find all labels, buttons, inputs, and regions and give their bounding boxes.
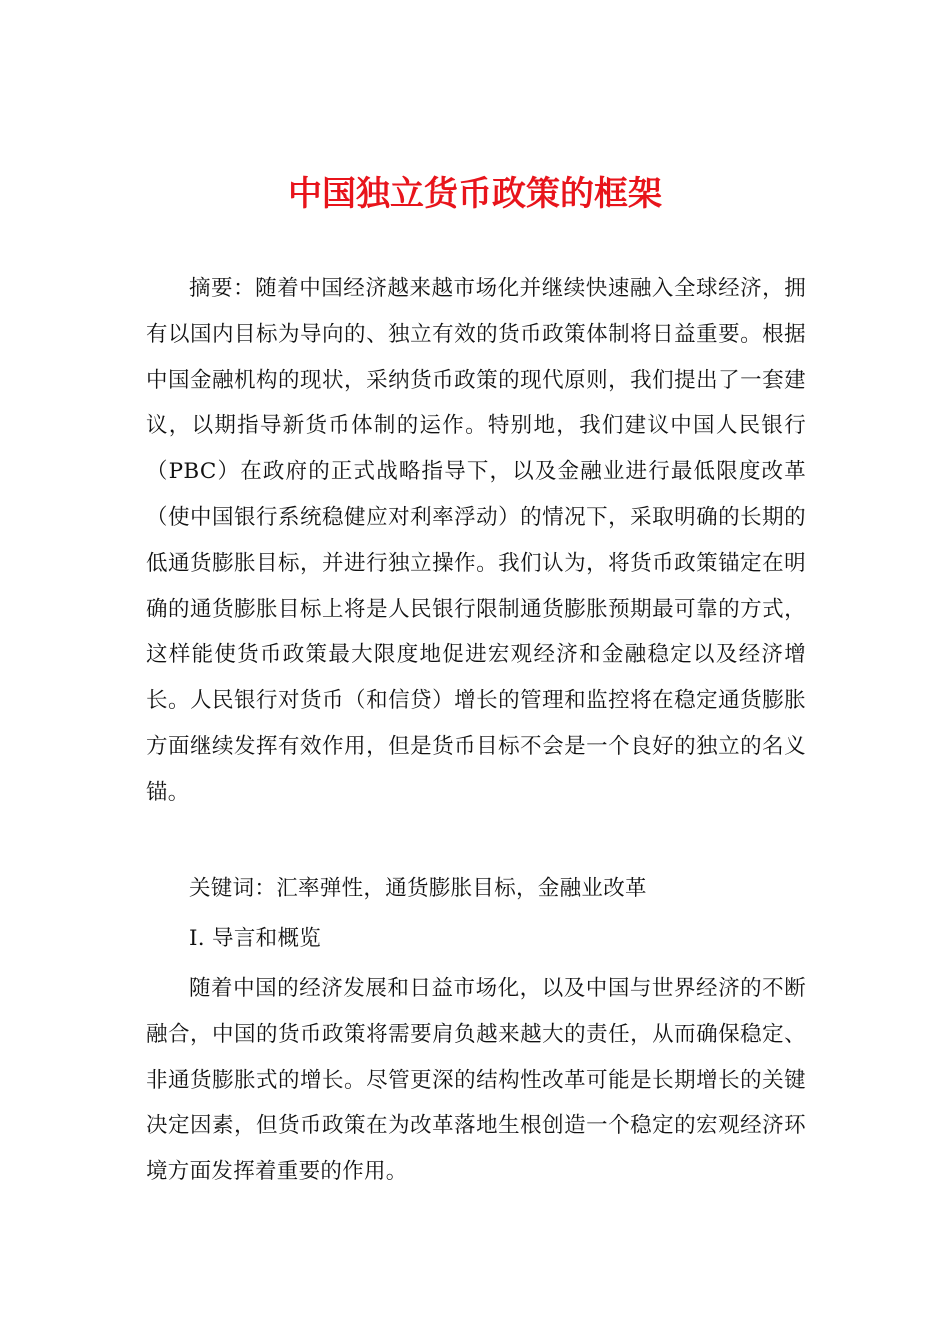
- abstract-paragraph: 摘要：随着中国经济越来越市场化并继续快速融入全球经济，拥有以国内目标为导向的、独立有效的货币政策体制将日益重要。根据中国金融机构的现状，采纳货币政策的现代原则，我们提出了一套建议，以期指导新货币体制的运作。特别地，我们建议中国人民银行（PBC）在政府的正式战略指导下，以及金融业进行最低限度改革（使中国银行系统稳健应对利率浮动）的情况下，采取明确的长期的低通货膨胀目标，并进行独立操作。我们认为，将货币政策锚定在明确的通货膨胀目标上将是人民银行限制通货膨胀预期最可靠的方式，这样能使货币政策最大限度地促进宏观经济和金融稳定以及经济增长。人民银行对货币（和信贷）增长的管理和监控将在稳定通货膨胀方面继续发挥有效作用，但是货币目标不会是一个良好的独立的名义锚。: [146, 276, 806, 805]
- section-heading: Ⅰ. 导言和概览: [189, 926, 322, 951]
- document-title: 中国独立货币政策的框架: [288, 174, 662, 214]
- intro-paragraph: 随着中国的经济发展和日益市场化，以及中国与世界经济的不断融合，中国的货币政策将需要肩负越来越大的责任，从而确保稳定、非通货膨胀式的增长。尽管更深的结构性改革可能是长期增长的关键决定因素，但货币政策在为改革落地生根创造一个稳定的宏观经济环境方面发挥着重要的作用。: [146, 976, 806, 1185]
- keywords-line: 关键词：汇率弹性，通货膨胀目标，金融业改革: [189, 876, 647, 901]
